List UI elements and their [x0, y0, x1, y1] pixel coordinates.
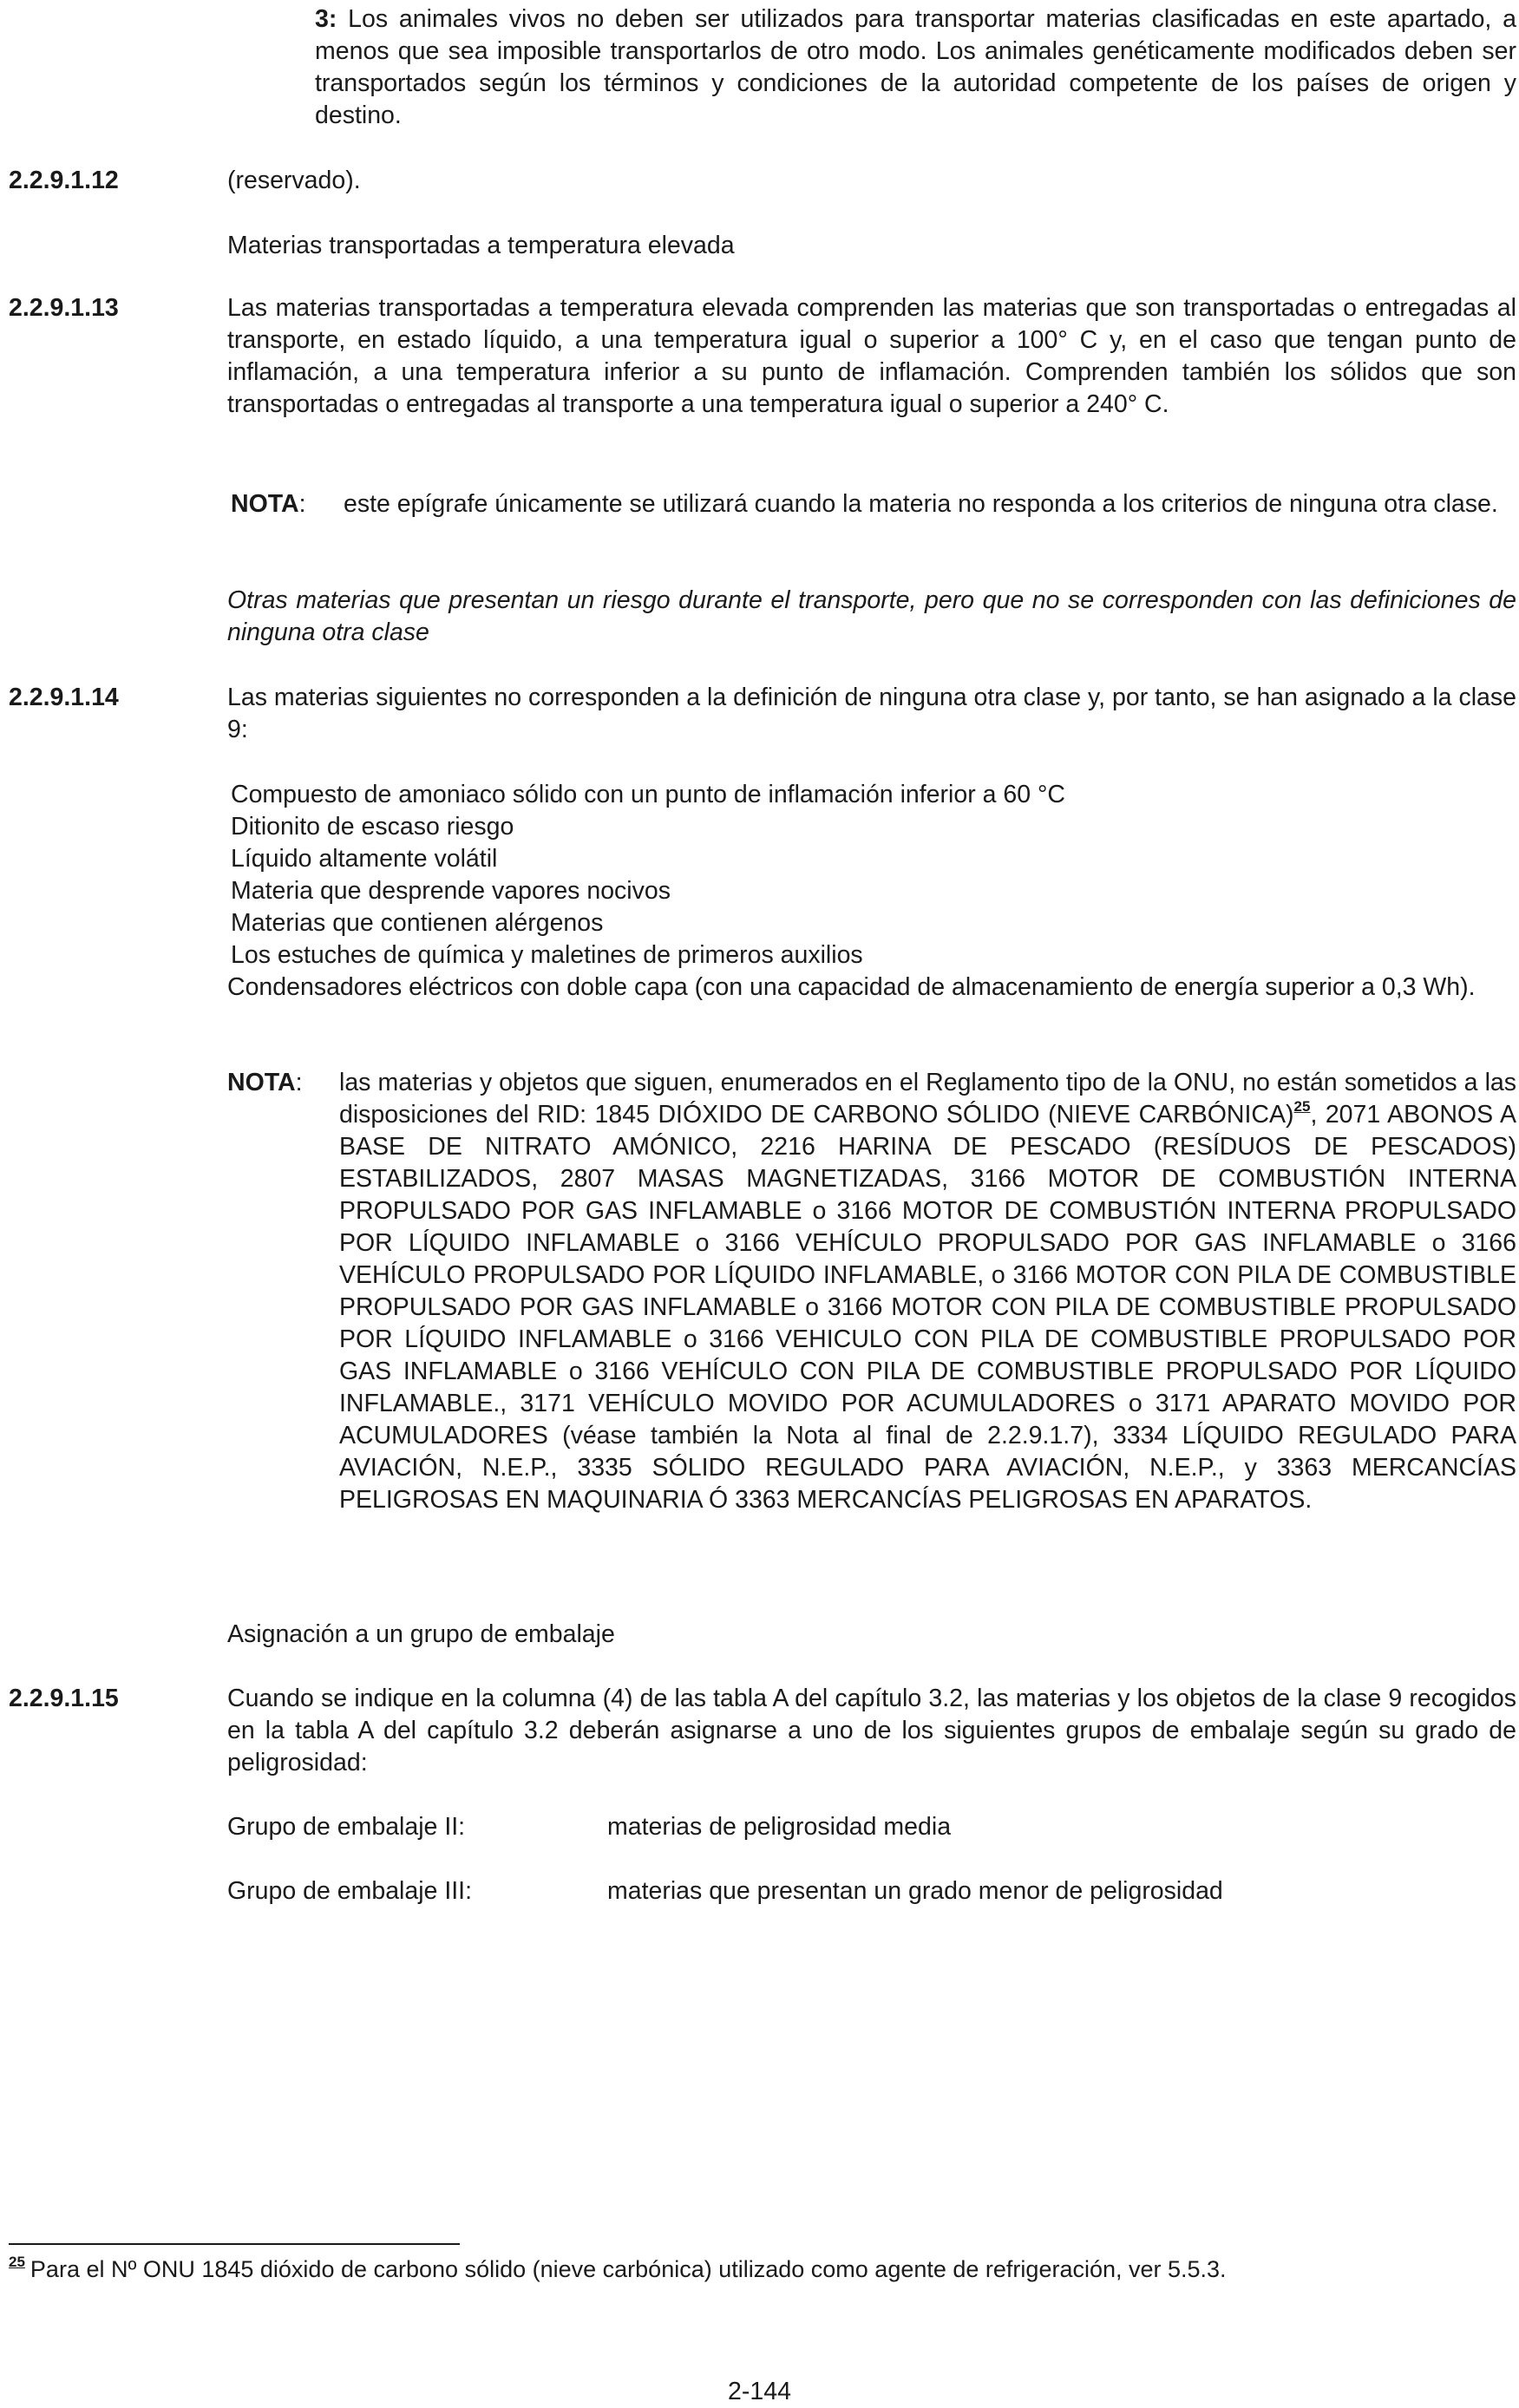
section-number-14: 2.2.9.1.14 — [9, 684, 119, 711]
packing-group-description: materias de peligrosidad media — [607, 1813, 952, 1841]
note-3-text: Los animales vivos no deben ser utilizados para transportar materias clasificadas en este apartado, a menos que sea imposible transportarlos de otro modo. Los animales genéticamente modificados deben ser transportados según los términos y condiciones de la autoridad competente de los países de origen y destino. — [315, 5, 1517, 129]
note-3-paragraph — [315, 3, 1516, 132]
heading-elevated-temperature: Materias transportadas a temperatura elevada — [227, 232, 735, 259]
section-number-15: 2.2.9.1.15 — [9, 1685, 119, 1712]
list-item: Ditionito de escaso riesgo — [231, 813, 514, 841]
class-9-materials-list — [231, 779, 1516, 972]
list-item: Materias que contienen alérgenos — [231, 909, 604, 937]
packing-group-label: Grupo de embalaje III: — [227, 1877, 472, 1905]
footnote-number: 25 — [9, 2254, 25, 2270]
nota-2-label-text: NOTA — [227, 1069, 296, 1096]
heading-other-materials: Otras materias que presentan un riesgo durante el transporte, pero que no se corresponden con las definiciones de ninguna otra clase — [227, 586, 1516, 646]
section-14-text: Las materias siguientes no corresponden a la definición de ninguna otra clase y, por tanto, se han asignado a la clase 9: — [227, 684, 1516, 743]
section-13-text: Las materias transportadas a temperatura elevada comprenden las materias que son transportadas o entregadas al transporte, en estado líquido, a una temperatura igual o superior a 100° C y, en el caso que tengan punto de inflamación, a una temperatura inferior a su punto de inflamación. Comprenden también los sólidos que son transportadas o entregadas al transporte a una temperatura igual o superior a 240° C. — [227, 294, 1516, 418]
packing-group-label: Grupo de embalaje II: — [227, 1813, 466, 1841]
footnote-text: Para el Nº ONU 1845 dióxido de carbono sólido (nieve carbónica) utilizado como agente de refrigeración, ver 5.5.3. — [29, 2256, 1227, 2282]
nota-2-colon: : — [295, 1069, 303, 1096]
class-9-last-item: Condensadores eléctricos con doble capa (con una capacidad de almacenamiento de energía superior a 0,3 Wh). — [227, 973, 1476, 1001]
packing-group-row — [227, 1811, 1516, 1843]
nota-2-label — [227, 1067, 303, 1099]
packing-group-row — [227, 1875, 1516, 1907]
nota-1-colon: : — [298, 490, 306, 518]
list-item: Los estuches de química y maletines de primeros auxilios — [231, 941, 863, 969]
nota-2-text — [339, 1067, 1516, 1516]
heading-packing-group: Asignación a un grupo de embalaje — [227, 1620, 615, 1648]
section-number-12: 2.2.9.1.12 — [9, 167, 119, 194]
note-3-label: 3: — [315, 5, 337, 33]
list-item: Materia que desprende vapores nocivos — [231, 877, 671, 905]
section-12-text: (reservado). — [227, 167, 361, 194]
section-number-13: 2.2.9.1.13 — [9, 294, 119, 322]
list-item: Compuesto de amoniaco sólido con un punto de inflamación inferior a 60 °C — [231, 781, 1065, 808]
nota-2-text-before: las materias y objetos que siguen, enumerados en el Reglamento tipo de la ONU, no están sometidos a las disposiciones del RID: 1845 DIÓXIDO DE CARBONO SÓLIDO (NIEVE CARBÓNICA) — [339, 1069, 1516, 1129]
section-15-text: Cuando se indique en la columna (4) de las tabla A del capítulo 3.2, las materias y los objetos de la clase 9 recogidos en la tabla A del capítulo 3.2 deberán asignarse a uno de los siguientes grupos de embalaje según su grado de peligrosidad: — [227, 1685, 1516, 1777]
nota-1-label-text: NOTA — [231, 490, 299, 518]
footnote — [9, 2254, 1227, 2286]
nota-1-text: este epígrafe únicamente se utilizará cuando la materia no responda a los criterios de ninguna otra clase. — [344, 490, 1498, 518]
footnote-reference-link[interactable]: 25 — [1293, 1098, 1311, 1115]
nota-1-label — [231, 488, 306, 520]
list-item: Líquido altamente volátil — [231, 845, 498, 873]
nota-2-text-after: , 2071 ABONOS A BASE DE NITRATO AMÓNICO, 2216 HARINA DE PESCADO (RESÍDUOS DE PESCADOS) ESTABILIZADOS, 2807 MASAS MAGNETIZADAS, 3166 MOTOR DE COMBUSTIÓN INTERNA PROPULSADO POR GAS INFLAMABLE o 3166 MOTOR DE COMBUSTIÓN INTERNA PROPULSADO POR LÍQUIDO INFLAMABLE o 3166 VEHÍCULO PROPULSADO POR GAS INFLAMABLE o 3166 VEHÍCULO PROPULSADO POR LÍQUIDO INFLAMABLE, o 3166 MOTOR CON PILA DE COMBUSTIBLE PROPULSADO POR GAS INFLAMABLE o 3166 MOTOR CON PILA DE COMBUSTIBLE PROPULSADO POR LÍQUIDO INFLAMABLE o 3166 VEHICULO CON PILA DE COMBUSTIBLE PROPULSADO POR GAS INFLAMABLE o 3166 VEHÍCULO CON PILA DE COMBUSTIBLE PROPULSADO POR LÍQUIDO INFLAMABLE., 3171 VEHÍCULO MOVIDO POR ACUMULADORES o 3171 APARATO MOVIDO POR ACUMULADORES (véase también la Nota al final de 2.2.9.1.7), 3334 LÍQUIDO REGULADO PARA AVIACIÓN, N.E.P., 3335 SÓLIDO REGULADO PARA AVIACIÓN, N.E.P., y 3363 MERCANCÍAS PELIGROSAS EN MAQUINARIA Ó 3363 MERCANCÍAS PELIGROSAS EN APARATOS. — [339, 1101, 1516, 1514]
page-number: 2-144 — [728, 2378, 791, 2405]
footnote-divider — [9, 2243, 460, 2245]
packing-group-description: materias que presentan un grado menor de peligrosidad — [607, 1877, 1223, 1905]
